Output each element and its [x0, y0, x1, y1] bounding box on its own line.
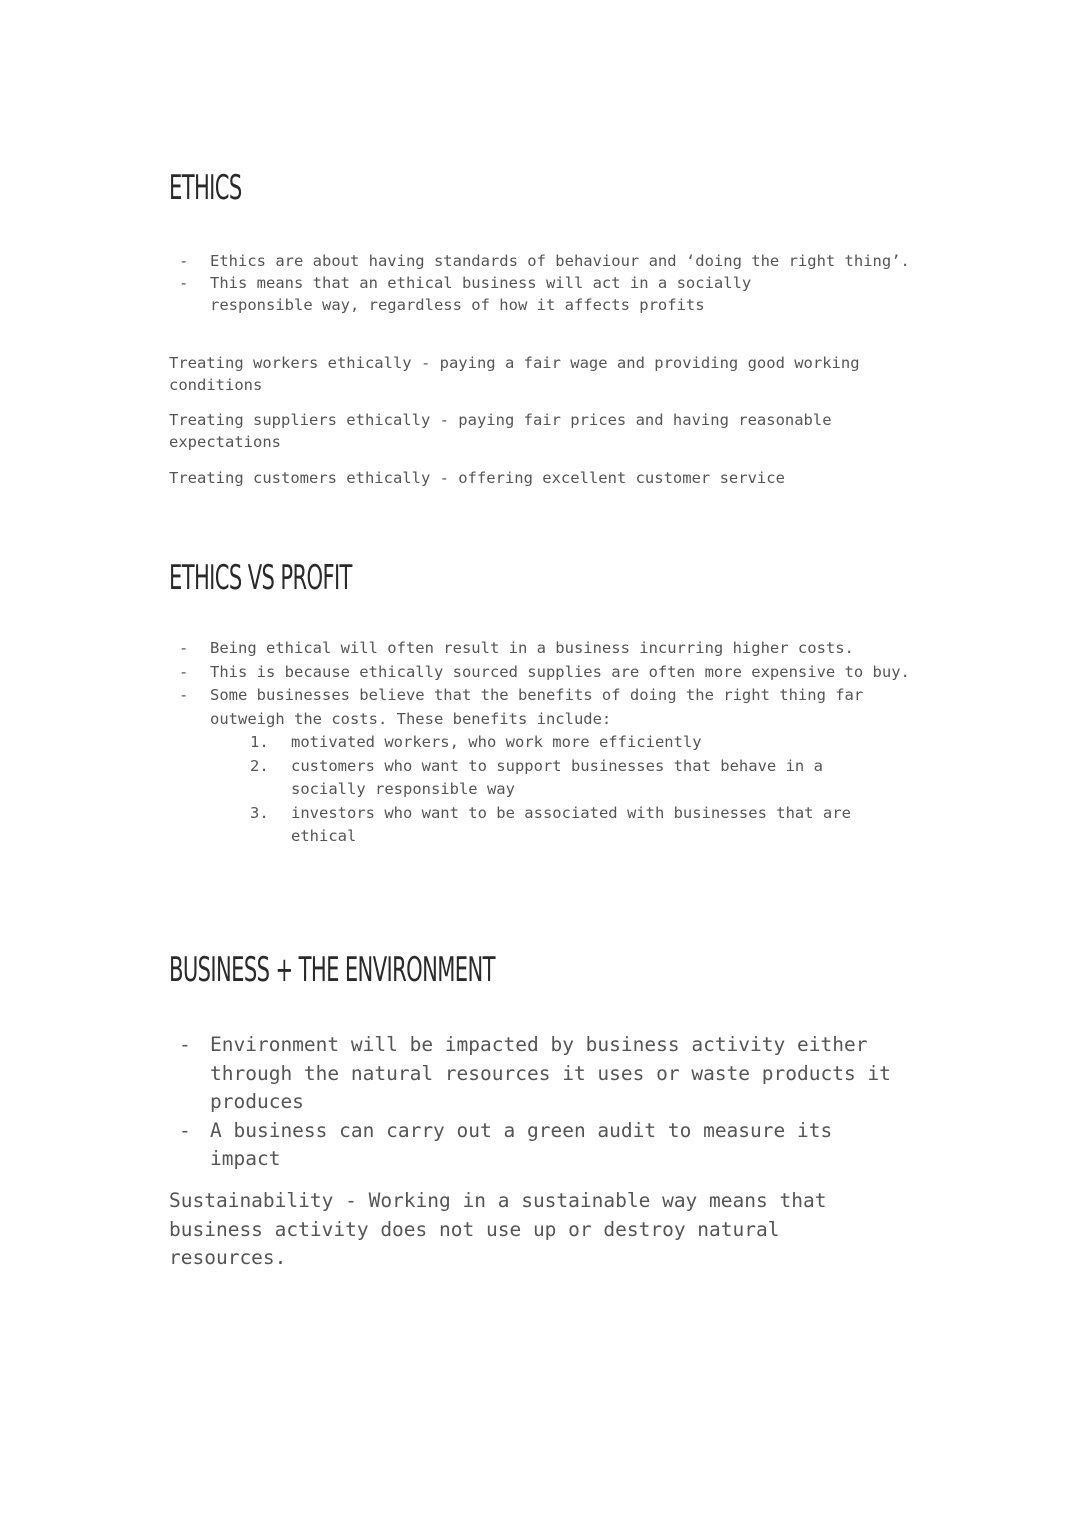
- bullet-dash: -: [179, 274, 189, 292]
- list-item: [169, 661, 910, 685]
- paragraph: Treating workers ethically - paying a fair wage and providing good working conditions: [169, 354, 860, 394]
- list-item-text: Ethics are about having standards of behaviour and ‘doing the right thing’.: [210, 252, 910, 270]
- list-item: [169, 1117, 910, 1174]
- list-item: [169, 250, 929, 272]
- benefits-numbered-list: [169, 731, 929, 849]
- bullet-dash: -: [179, 1118, 191, 1142]
- heading-business-environment: BUSINESS + THE ENVIRONMENT: [169, 950, 495, 990]
- item-number: 2.: [250, 756, 269, 775]
- list-item-text: This is because ethically sourced supplies are often more expensive to buy.: [210, 662, 910, 681]
- list-item: [169, 637, 929, 661]
- numbered-item: [169, 755, 881, 802]
- paragraph: Treating suppliers ethically - paying fair prices and having reasonable expectations: [169, 411, 832, 451]
- numbered-item-text: investors who want to be associated with businesses that are ethical: [291, 803, 851, 845]
- list-item-text: Being ethical will often result in a business incurring higher costs.: [210, 639, 854, 657]
- numbered-item-text: motivated workers, who work more efficiently: [291, 733, 702, 751]
- paragraph: Treating customers ethically - offering excellent customer service: [169, 469, 785, 487]
- numbered-item-text: customers who want to support businesses that behave in a socially responsible way: [291, 756, 823, 798]
- list-item: [169, 272, 850, 316]
- bullet-dash: -: [179, 639, 189, 657]
- list-item-text: Some businesses believe that the benefits of doing the right thing far outweigh the costs. These benefits include:: [210, 686, 864, 728]
- list-item-text: Environment will be impacted by business activity either through the natural resources it uses or waste products it produces: [210, 1033, 891, 1113]
- list-item-text: A business can carry out a green audit to measure its impact: [210, 1118, 833, 1170]
- item-number: 3.: [250, 803, 269, 822]
- ethics-vs-profit-bullet-list: [169, 637, 929, 849]
- list-item: [169, 1031, 929, 1117]
- item-number: 1.: [250, 733, 269, 751]
- environment-bullet-list: [169, 1031, 929, 1174]
- list-item: [169, 684, 930, 731]
- list-item-text: This means that an ethical business will act in a socially responsible way, regardless of how it affects profits: [210, 274, 752, 314]
- numbered-item: [169, 731, 929, 755]
- heading-ethics-vs-profit: ETHICS VS PROFIT: [169, 558, 352, 598]
- bullet-dash: -: [179, 662, 189, 681]
- heading-ethics: ETHICS: [169, 168, 242, 208]
- bullet-dash: -: [179, 1033, 191, 1056]
- numbered-item: [169, 802, 911, 849]
- bullet-dash: -: [179, 686, 189, 704]
- paragraph: Sustainability - Working in a sustainable way means that business activity does not use up or destroy natural resources.: [169, 1189, 827, 1269]
- bullet-dash: -: [179, 252, 189, 270]
- ethics-bullet-list: [169, 250, 929, 316]
